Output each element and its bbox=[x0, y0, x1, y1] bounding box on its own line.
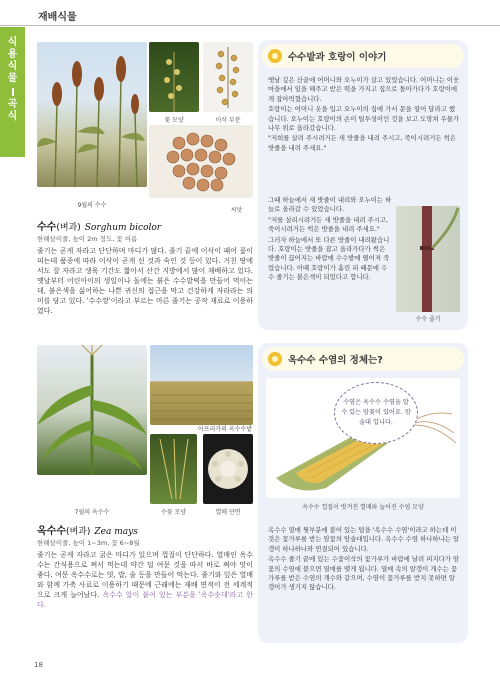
sorghum-main-caption: 9월의 수수 bbox=[77, 202, 107, 209]
corn-flower-caption: 수꽃 모양 bbox=[160, 509, 187, 516]
side-tab-char: 식 bbox=[7, 111, 18, 122]
sorghum-seed-illustration bbox=[149, 125, 253, 198]
page-number: 18 bbox=[34, 661, 43, 669]
sorghum-ear-caption: 이삭 부분 bbox=[215, 117, 241, 124]
sorghum-stalk-photo bbox=[396, 206, 460, 312]
story-box-title: 수수밭과 호랑이 이야기 bbox=[288, 52, 387, 63]
corn-cob-caption: 옥수수 껍질이 벗겨진 열매와 늘어진 수염 모양 bbox=[302, 504, 424, 511]
story-paragraph: 그때 하늘에서 새 밧줄이 내려와 오누이는 하늘로 올라갈 수 있었습니다. bbox=[268, 196, 392, 214]
page-header bbox=[0, 0, 500, 26]
section-title: 재배식물 bbox=[38, 12, 77, 23]
corn-plant-photo bbox=[37, 345, 147, 475]
sorghum-seed-caption: 씨앗 bbox=[230, 207, 243, 214]
side-category-tab bbox=[0, 27, 25, 157]
corn-field-caption: 아프리카의 옥수수밭 bbox=[197, 426, 253, 433]
sorghum-name: 수수 bbox=[37, 222, 57, 233]
story-paragraph: "저를 살리시려거든 새 밧줄을 내려 주시고, 죽이시려거든 썩은 밧줄을 내려 주세요." bbox=[268, 215, 389, 234]
corn-plant-illustration bbox=[37, 345, 147, 475]
story-box-header bbox=[262, 44, 464, 68]
corn-cross-section-illustration bbox=[203, 434, 253, 504]
corn-description bbox=[37, 550, 253, 610]
story-paragraph: 호랑이는 어머니 옷을 입고 오누이의 집에 가서 문을 열어 달라고 했습니다. 오누이는 호랑이의 손이 털투성이인 것을 보고 도망쳐 우물가 나무 위로 올라갔습니다. bbox=[268, 105, 460, 133]
sorghum-family: (벼과) bbox=[56, 223, 81, 233]
corn-meta: 한해살이풀, 높이 1~3m, 꽃 6~8월 bbox=[37, 539, 140, 547]
corn-silk-box-title: 옥수수 수염의 정체는? bbox=[288, 355, 383, 366]
sorghum-description: 줄기는 곧게 자라고 단단하며 마디가 많다. 줄기 끝에 이삭이 패어 꽃이 피는데 품종에 따라 이삭이 곧게 선 것과 숙인 것 등이 있다. 거친 땅에서도 잘 자라고 생육 기간도 짧아서 산간 지방에서 많이 재배하고 있다. 옛날부터 어린아이의 생일이나 돌에는 붉은 수수밭떡을 만들어 먹이는데, 붉은색을 싫어하는 나쁜 귀신의 접근을 막고 건강하게 자라라는 의미를 담고 있다. '수수깡'이라고 부르는 마른 줄기는 공작 재료로 이용하였다. bbox=[37, 247, 253, 315]
sorghum-flower-illustration bbox=[149, 42, 199, 112]
sorghum-stalk-illustration bbox=[396, 206, 460, 312]
corn-main-caption: 7월의 옥수수 bbox=[74, 509, 110, 516]
corn-field-illustration bbox=[150, 345, 253, 425]
side-tab-char: 용 bbox=[7, 49, 18, 60]
corn-field-photo bbox=[150, 345, 253, 425]
sorghum-flower-caption: 꽃 모양 bbox=[164, 117, 184, 124]
story-paragraph: 옛날 깊은 산골에 어머니와 오누이가 살고 있었습니다. 어머니는 이웃 마을에서 일을 해주고 받은 떡을 가지고 집으로 돌아가다가 호랑이에게 잡아먹혔습니다. bbox=[268, 76, 460, 103]
side-tab-char: 물 bbox=[7, 73, 18, 84]
sorghum-ear-photo bbox=[203, 42, 253, 112]
corn-silk-text bbox=[268, 526, 460, 594]
corn-silk-paragraph: 옥수수 열매 윗부분에 붙어 있는 털을 '옥수수 수염'이라고 하는데 이것은 꽃가루를 받는 암꽃의 암술대입니다. 옥수수 수염 하나하나는 알갱이 하나하나와 연결되어 있습니다. bbox=[268, 526, 460, 553]
story-text-top bbox=[268, 76, 460, 154]
sun-icon bbox=[268, 49, 282, 63]
corn-cross-section-photo bbox=[203, 434, 253, 504]
corn-flower-illustration bbox=[150, 434, 197, 504]
sorghum-field-illustration bbox=[37, 42, 147, 187]
side-tab-char: 곡 bbox=[7, 99, 18, 110]
sorghum-field-photo bbox=[37, 42, 147, 187]
sun-icon bbox=[268, 352, 282, 366]
sorghum-title bbox=[37, 218, 161, 233]
corn-cross-caption: 열매 단면 bbox=[215, 509, 241, 516]
sorghum-seed-photo bbox=[149, 125, 253, 198]
story-paragraph: 그러자 하늘에서 또 다른 밧줄이 내려왔습니다. 호랑이는 밧줄을 잡고 올라가다가 썩은 밧줄이 끊어지는 바람에 수수밭에 떨어져 죽었습니다. 이때 호랑이가 흘린 피 때문에 수수 줄기는 붉은색이 되었다고 합니다. bbox=[268, 235, 390, 282]
sorghum-ear-illustration bbox=[203, 42, 253, 112]
side-tab-divider bbox=[12, 88, 14, 96]
sorghum-meta: 한해살이풀, 높이 2m 정도, 꽃 여름 bbox=[37, 235, 138, 243]
corn-silk-speech-bubble: 수염은 옥수수 수염을 알 수 있는 암꽃이 있어요. 암술대 입니다. bbox=[334, 382, 418, 444]
side-tab-char: 식 bbox=[7, 61, 18, 72]
corn-silk-box-header bbox=[262, 347, 464, 371]
corn-silk-paragraph: 옥수수 줄기 끝에 있는 수꽃이삭의 꽃가루가 바람에 날려 퍼지다가 암꽃의 수염에 붙으면 열매를 맺게 됩니다. 열매 속의 알갱이 개수는 꽃가루를 받은 수염의 개수와 같으며, 수염이 꽃가루를 받지 못하면 알갱이가 생기지 않습니다. bbox=[268, 555, 460, 592]
corn-name: 옥수수 bbox=[37, 526, 66, 537]
corn-scientific-name: Zea mays bbox=[94, 527, 138, 537]
sorghum-scientific-name: Sorghum bicolor bbox=[84, 223, 162, 233]
story-text-bottom bbox=[268, 196, 392, 284]
sorghum-flower-photo bbox=[149, 42, 199, 112]
story-paragraph: "저희를 살려 주시려거든 새 밧줄을 내려 주시고, 죽이시려거든 썩은 밧줄을 내려 주세요." bbox=[268, 134, 456, 152]
corn-family: (벼과) bbox=[65, 527, 91, 537]
side-tab-char: 식 bbox=[7, 37, 18, 48]
corn-flower-photo bbox=[150, 434, 197, 504]
corn-description-highlight: 옥수수 알이 붙어 있는 부분을 '옥수숫대'라고 한다. bbox=[37, 591, 253, 609]
stalk-caption: 수수 줄기 bbox=[415, 316, 441, 323]
corn-description-text: 줄기는 곧게 자라고 굵은 마디가 있으며 껍질이 단단하다. 열매인 옥수수는 간식용으로 쪄서 먹는데 약간 덜 여문 것을 따서 바로 쪄야 맛이 좋다. 여문 옥수수로는 엿, 밥, 술 등을 만들어 먹는다. 줄기와 잎은 열매와 함께 가축 사료로 이용하기 때문에 근래에는 재배 면적이 전 세계적으로 크게 늘어났다. bbox=[37, 551, 253, 599]
corn-title bbox=[37, 522, 138, 537]
